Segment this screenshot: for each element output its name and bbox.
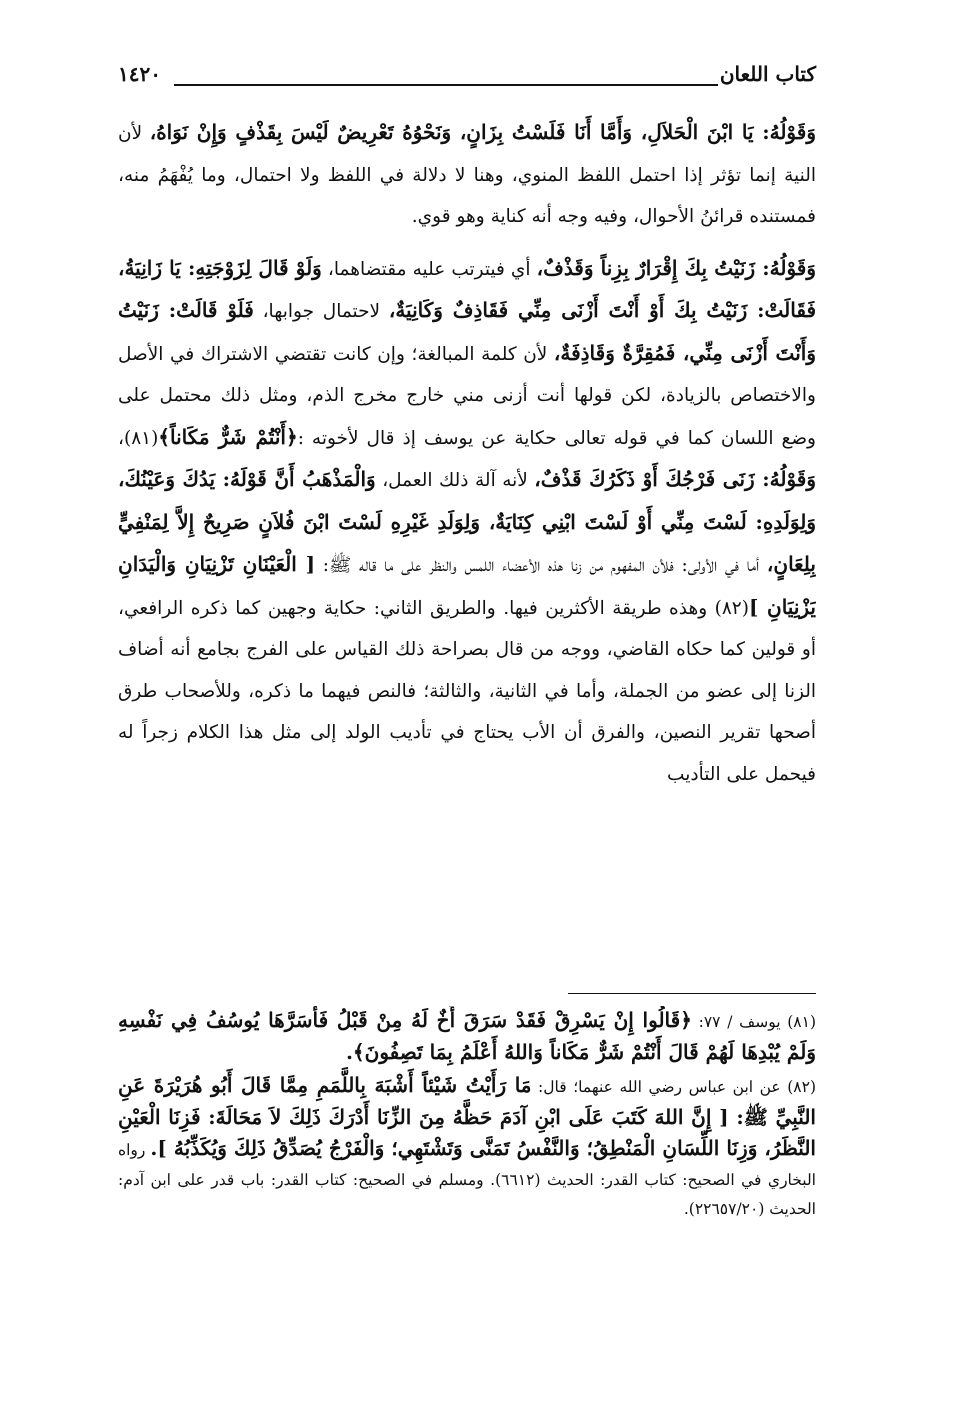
footnote-separator [568, 993, 816, 994]
commentary-text: (٨٢) وهذه طريقة الأكثرين فيها. والطريق الثاني: حكاية وجهين كما ذكره الرافعي، أو قولين كما حكاه القاضي، ووجه من قال بصراحة ذلك القياس على الفرج بجامع أنه أضاف الزنا إلى عضو من الجملة، وأما في الثانية، والثالثة؛ فالنص فيهما ما ذكره، وللأصحاب طرق أصحها تقرير النصين، والفرق أن الأب يحتاج في تأديب الولد إلى مثل هذا الكلام زجراً له فيحمل على التأديب [118, 597, 816, 785]
commentary-text: أما في الأولى: فلأن المفهوم من زنا هذه الأعضاء اللمس والنظر على ما قاله ﷺ: [315, 555, 767, 576]
bold-matn-text: مَا رَأَيْتُ شَيْئاً أَشْبَهَ بِاللَّمَمِ مِمَّا قَالَ أَبُو هُرَيْرَةَ عَنِ النَّبِيِّ ﷺ: [ إِنَّ اللهَ كَتَبَ عَلَى ابْنِ آدَمَ حَظَّهُ مِنَ الزِّنَا أَدْرَكَ ذَلِكَ لاَ مَحَالَةَ: فَزِنَا الْعَيْنِ النَّظَرُ، وَزِنَا اللِّسَانِ الْمَنْطِقُ؛ وَالنَّفْسُ تَمَنَّى وَتَشْتَهِي؛ وَالْفَرْجُ يُصَدِّقُ ذَلِكَ وَيُكَذِّبُهُ ]. [118, 1073, 816, 1160]
paragraph-1 [118, 112, 816, 238]
bold-matn-text: ﴿قَالُوا إِنْ يَسْرِقْ فَقَدْ سَرَقَ أَخٌ لَهُ مِنْ قَبْلُ فَأَسَرَّهَا يُوسُفُ فِي نَفْسِهِ وَلَمْ يُبْدِهَا لَهُمْ قَالَ أَنْتُمْ شَرٌّ مَكَاناً وَاللهُ أَعْلَمُ بِمَا تَصِفُونَ﴾. [118, 1008, 816, 1064]
commentary-text: لاحتمال جوابها، [253, 301, 389, 322]
commentary-text: (٨١) يوسف / ٧٧: [691, 1013, 816, 1031]
bold-matn-text: وَقَوْلُهُ: زَنَيْتُ بِكَ إِقْرَارٌ بِزِناً وَقَذْفٌ، [536, 255, 816, 280]
bold-matn-text: ﴿أَنْتُمْ شَرٌّ مَكَاناً﴾ [158, 424, 298, 449]
bold-matn-text: وَقَوْلُهُ: زَنَى فَرْجُكَ أَوْ ذَكَرُكَ قَذْفٌ، [534, 467, 816, 491]
bold-matn-text: وَلَوْ قَالَ لِزَوْجَتِهِ: يَا زَانِيَةُ، فَقَالَتْ: زَنَيْتُ بِكَ أَوْ أَنْتَ أَزْنَى مِنِّي فَقَاذِفٌ وَكَانِيَةٌ، [118, 255, 816, 322]
paragraph-2 [118, 248, 816, 796]
commentary-text: رواه البخاري في الصحيح: كتاب القدر: الحديث (٦٦١٢). ومسلم في الصحيح: كتاب القدر: باب قدر على ابن آدم: الحديث (٢٢٦٥٧/٢٠). [118, 1141, 816, 1218]
commentary-text: أي فيترتب عليه مقتضاهما، [321, 258, 537, 280]
header-rule [174, 84, 718, 86]
bold-matn-text: وَالْمَذْهَبُ أَنَّ قَوْلَهُ: يَدُكَ وَعَيْنُكَ، وَلِوَلَدِهِ: لَسْتَ مِنِّي أَوْ لَسْتَ ابْنِي كِنَايَةٌ، وَلِوَلَدِ غَيْرِهِ لَسْتَ ابْنَ فُلاَنٍ صَرِيحٌ إِلاَّ لِمَنْفِيٍّ بِلِعَانٍ، [118, 467, 816, 576]
commentary-text: لأن كلمة المبالغة؛ وإن كانت تقتضي الاشتراك في الأصل والاختصاص بالزيادة، لكن قولها أنت أزنى مني خارج مخرج الذم، ومثل ذلك محتمل على وضع اللسان كما في قوله تعالى حكاية عن يوسف إذ قال لأخوته : [118, 343, 816, 449]
footnote-81 [118, 1006, 816, 1069]
bold-matn-text: فَلَوْ قَالَتْ: زَنَيْتُ وَأَنْتَ أَزْنَى مِنِّي، فَمُقِرَّةٌ وَقَاذِفَةٌ، [118, 298, 816, 365]
commentary-text: لأنه آلة ذلك العمل، [375, 470, 535, 491]
commentary-text: (٨٢) عن ابن عباس رضي الله عنهما؛ قال: [531, 1078, 816, 1096]
page-number: ١٤٢٠ [118, 62, 161, 86]
running-header [118, 62, 816, 94]
bold-matn-text: وَقَوْلُهُ: يَا ابْنَ الْحَلاَلِ، وَأَمَّا أَنَا فَلَسْتُ بِزَانٍ، وَنَحْوُهُ تَعْرِيضٌ لَيْسَ بِقَذْفٍ وَإِنْ نَوَاهُ، [149, 120, 816, 144]
footnote-82 [118, 1071, 816, 1225]
bold-matn-text: [ الْعَيْنَانِ تَزْنِيَانِ وَالْيَدَانِ يَزْنِيَانِ ] [118, 552, 816, 619]
main-text [118, 112, 816, 974]
footnotes [118, 1006, 816, 1296]
chapter-title: كتاب اللعان [719, 62, 816, 86]
commentary-text: (٨١)، [118, 427, 159, 449]
commentary-text: لأن النية إنما تؤثر إذا احتمل اللفظ المنوي، وهنا لا دلالة في اللفظ ولا احتمال، وما يُفْهَمُ منه، فمستنده قرائنُ الأحوال، وفيه وجه أنه كناية وهو قوي. [118, 123, 816, 227]
